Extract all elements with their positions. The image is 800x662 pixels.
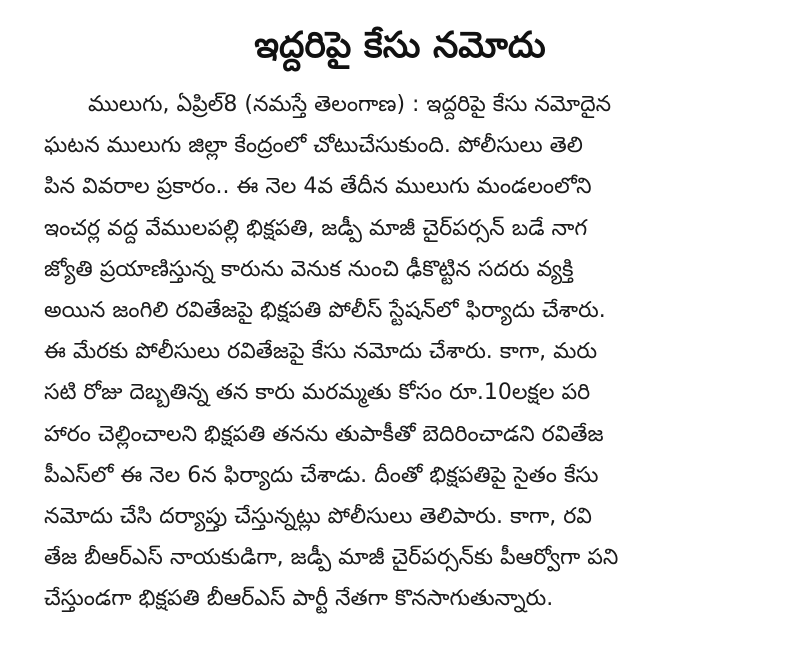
article-line: ఘటన ములుగు జిల్లా కేంద్రంలో చోటుచేసుకుంది. పోలీసులు తెలి	[44, 133, 583, 159]
article-line: ఈ మేరకు పోలీసులు రవితేజపై కేసు నమోదు చేశారు. కాగా, మరు	[44, 339, 598, 365]
article-headline: ఇద్దరిపై కేసు నమోదు	[254, 25, 546, 66]
article-line: ఇంచర్ల వద్ద వేములపల్లి భిక్షపతి, జడ్పీ మాజీ చైర్‌పర్సన్ బడే నాగ	[44, 215, 588, 241]
clipped-next-headline	[80, 628, 760, 662]
article-line: హారం చెల్లించాలని భిక్షపతి తనను తుపాకీతో బెదిరించాడని రవితేజ	[44, 421, 604, 447]
article-line: నమోదు చేసి దర్యాప్తు చేస్తున్నట్లు పోలీసులు తెలిపారు. కాగా, రవి	[44, 503, 592, 529]
clipped-previous-article-text	[60, 0, 760, 10]
article-line: జ్యోతి ప్రయాణిస్తున్న కారును వెనుక నుంచి ఢీకొట్టిన సదరు వ్యక్తి	[44, 256, 574, 282]
article-line: తేజ బీఆర్‌ఎస్ నాయకుడిగా, జడ్పీ మాజీ చైర్‌పర్సన్‌కు పీఆర్వోగా పని	[44, 545, 619, 571]
article-line: చేస్తుండగా భిక్షపతి బీఆర్‌ఎస్ పార్టీ నేతగా కొనసాగుతున్నారు.	[44, 586, 554, 612]
article-line: పీఎస్‌లో ఈ నెల 6న ఫిర్యాదు చేశాడు. దీంతో భిక్షపతిపై సైతం కేసు	[44, 462, 599, 488]
article-line: సటి రోజు దెబ్బతిన్న తన కారు మరమ్మతు కోసం రూ.10లక్షల పరి	[44, 380, 591, 406]
article-line: అయిన జంగిలి రవితేజపై భిక్షపతి పోలీస్ స్టేషన్‌లో ఫిర్యాదు చేశారు.	[44, 297, 606, 323]
article-line: పిన వివరాల ప్రకారం.. ఈ నెల 4వ తేదీన ములుగు మండలంలోని	[44, 174, 592, 200]
article-body	[44, 84, 764, 619]
article-line: ములుగు, ఏప్రిల్8 (నమస్తే తెలంగాణ) : ఇద్దరిపై కేసు నమోదైన	[88, 92, 612, 117]
